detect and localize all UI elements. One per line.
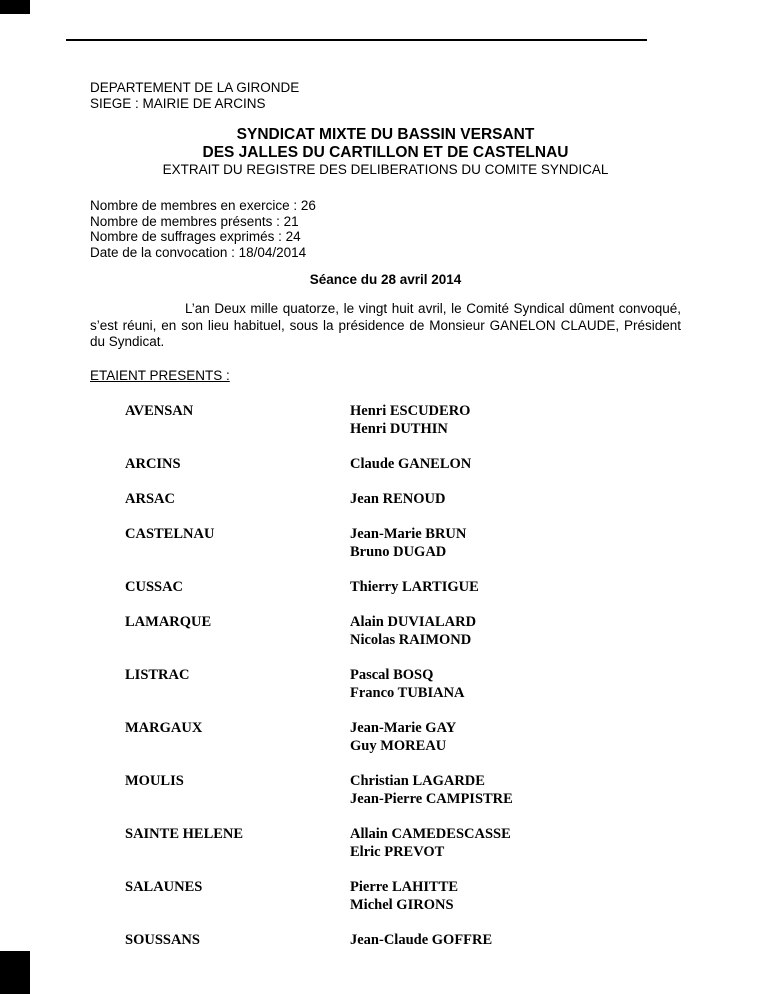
attendee-commune: CASTELNAU bbox=[125, 525, 215, 542]
attendee-name: Henri DUTHIN bbox=[350, 420, 448, 437]
attendee-row bbox=[90, 455, 681, 473]
attendee-commune: ARSAC bbox=[125, 490, 175, 507]
attendee-row bbox=[90, 825, 681, 861]
document-page bbox=[90, 80, 681, 966]
attendee-names bbox=[350, 719, 681, 755]
attendee-names bbox=[350, 772, 681, 808]
attendee-row bbox=[90, 772, 681, 808]
attendee-names bbox=[350, 525, 681, 561]
attendee-name: Jean-Marie GAY bbox=[350, 719, 457, 736]
attendee-name: Michel GIRONS bbox=[350, 896, 454, 913]
scan-artifact-top-left bbox=[0, 0, 30, 14]
attendee-names bbox=[350, 613, 681, 649]
stat-suffrages: Nombre de suffrages exprimés : 24 bbox=[90, 229, 301, 244]
attendee-commune: SAINTE HELENE bbox=[125, 825, 244, 842]
attendee-row bbox=[90, 719, 681, 755]
attendee-name: Pascal BOSQ bbox=[350, 666, 434, 683]
attendee-row bbox=[90, 666, 681, 702]
attendee-commune: ARCINS bbox=[125, 455, 181, 472]
attendee-row bbox=[90, 878, 681, 914]
attendee-name: Jean-Marie BRUN bbox=[350, 525, 467, 542]
attendee-row bbox=[90, 578, 681, 596]
attendee-row bbox=[90, 525, 681, 561]
attendee-commune: LAMARQUE bbox=[125, 613, 212, 630]
attendee-name: Bruno DUGAD bbox=[350, 543, 447, 560]
document-subtitle: EXTRAIT DU REGISTRE DES DELIBERATIONS DU COMITE SYNDICAL bbox=[162, 162, 609, 177]
attendee-commune: LISTRAC bbox=[125, 666, 190, 683]
attendee-names bbox=[350, 578, 681, 596]
attendee-name: Claude GANELON bbox=[350, 455, 472, 472]
document-title bbox=[90, 126, 681, 162]
attendee-name: Elric PREVOT bbox=[350, 843, 445, 860]
presents-heading: ETAIENT PRESENTS : bbox=[90, 367, 230, 383]
attendees-list bbox=[90, 402, 681, 949]
attendee-names bbox=[350, 825, 681, 861]
attendee-commune: MOULIS bbox=[125, 772, 184, 789]
stat-members-presents: Nombre de membres présents : 21 bbox=[90, 213, 299, 229]
attendee-name: Guy MOREAU bbox=[350, 737, 447, 754]
department-line: DEPARTEMENT DE LA GIRONDE bbox=[90, 80, 300, 95]
attendee-names bbox=[350, 455, 681, 473]
attendee-names bbox=[350, 666, 681, 702]
attendee-row bbox=[90, 931, 681, 949]
attendee-names bbox=[350, 490, 681, 508]
scan-artifact-bottom-left bbox=[0, 951, 30, 994]
attendee-name: Allain CAMEDESCASSE bbox=[350, 825, 511, 842]
attendee-names bbox=[350, 878, 681, 914]
attendee-row bbox=[90, 402, 681, 438]
attendee-commune: MARGAUX bbox=[125, 719, 203, 736]
attendee-name: Jean RENOUD bbox=[350, 490, 446, 507]
attendee-commune: SALAUNES bbox=[125, 878, 203, 895]
attendee-name: Jean-Pierre CAMPISTRE bbox=[350, 790, 513, 807]
siege-line: SIEGE : MAIRIE DE ARCINS bbox=[90, 96, 266, 111]
attendee-name: Alain DUVIALARD bbox=[350, 613, 477, 630]
stat-members-exercice: Nombre de membres en exercice : 26 bbox=[90, 198, 316, 213]
attendee-name: Thierry LARTIGUE bbox=[350, 578, 479, 595]
attendee-name: Franco TUBIANA bbox=[350, 684, 465, 701]
intro-paragraph: L’an Deux mille quatorze, le vingt huit avril, le Comité Syndical dûment convoqué, s’est réuni, en son lieu habituel, sous la présidence de Monsieur GANELON CLAUDE, Président du Syndicat. bbox=[90, 301, 681, 349]
title-line-2: DES JALLES DU CARTILLON ET DE CASTELNAU bbox=[202, 144, 569, 161]
session-title: Séance du 28 avril 2014 bbox=[309, 272, 462, 287]
stats-block bbox=[90, 198, 681, 260]
attendee-commune: SOUSSANS bbox=[125, 931, 200, 948]
attendee-names bbox=[350, 402, 681, 438]
scan-artifact-horizontal-line bbox=[66, 39, 647, 41]
attendee-commune: AVENSAN bbox=[125, 402, 194, 419]
attendee-name: Jean-Claude GOFFRE bbox=[350, 931, 493, 948]
attendee-name: Christian LAGARDE bbox=[350, 772, 485, 789]
attendee-name: Henri ESCUDERO bbox=[350, 402, 471, 419]
attendee-row bbox=[90, 490, 681, 508]
title-line-1: SYNDICAT MIXTE DU BASSIN VERSANT bbox=[236, 126, 535, 143]
attendee-name: Pierre LAHITTE bbox=[350, 878, 459, 895]
attendee-name: Nicolas RAIMOND bbox=[350, 631, 472, 648]
attendee-commune: CUSSAC bbox=[125, 578, 184, 595]
stat-convocation-date: Date de la convocation : 18/04/2014 bbox=[90, 244, 307, 260]
attendee-names bbox=[350, 931, 681, 949]
attendee-row bbox=[90, 613, 681, 649]
